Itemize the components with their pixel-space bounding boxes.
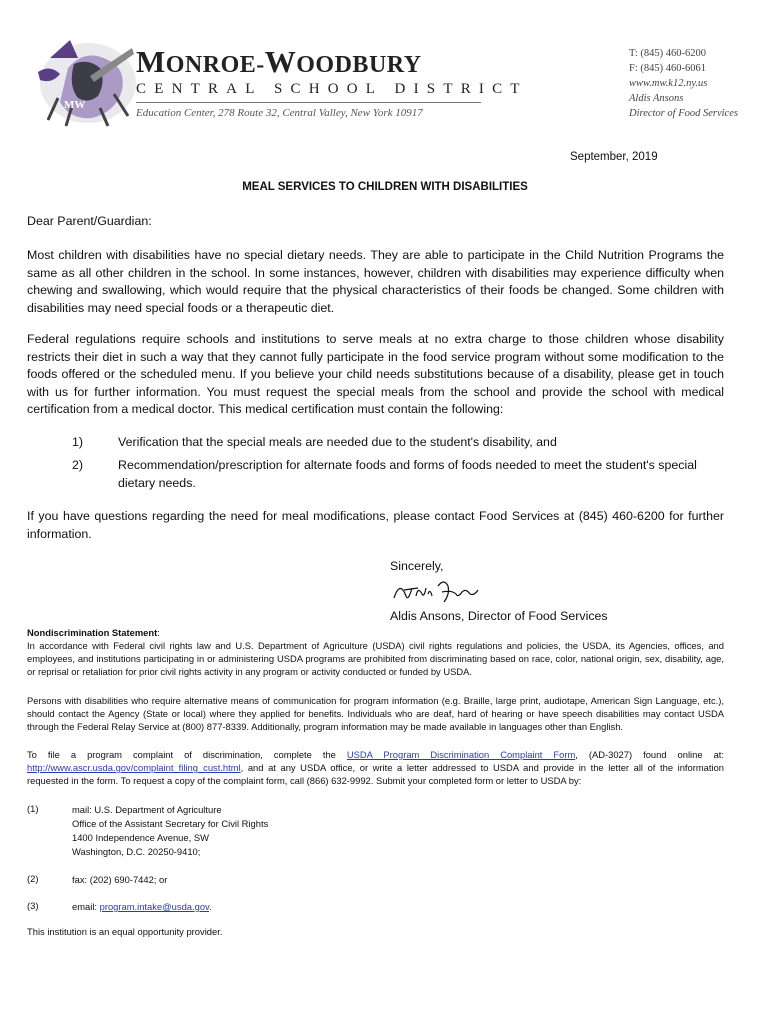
submission-item-number: (1) (27, 803, 39, 814)
logo-initials: MW (64, 99, 86, 111)
address-line: Washington, D.C. 20250-9410; (72, 846, 201, 857)
nondiscrimination-paragraph-3 (27, 748, 724, 788)
district-name-rest-2: OODBURY (296, 52, 422, 78)
email-link[interactable]: program.intake@usda.gov (99, 901, 210, 912)
district-name-initial-2: W (264, 44, 297, 79)
email-line (72, 900, 212, 914)
contact-name: Aldis Ansons (629, 93, 684, 104)
nondiscrimination-title (27, 626, 724, 639)
list-item-number: 1) (72, 435, 84, 449)
submission-item-number: (3) (27, 900, 39, 911)
list-item-text: Verification that the special meals are needed due to the student's disability, and (118, 435, 557, 449)
list-item-text: Recommendation/prescription for alternate foods and forms of foods needed to meet the student's special dietary needs. (118, 458, 697, 490)
district-name-initial-1: M (136, 44, 166, 79)
address-line: 1400 Independence Avenue, SW (72, 832, 209, 843)
complaint-text-b: , (AD-3027) found online at: (575, 749, 724, 760)
closing: Sincerely, (390, 559, 444, 573)
complaint-form-link[interactable]: USDA Program Discrimination Complaint Form (346, 749, 576, 760)
complaint-text-c: , and at any USDA office, or write a letter addressed to USDA and provide in the letter all of the information requested in the form. To request a copy of the complaint form, call (866) 632-9992. Submit your completed form or letter to USDA by: (27, 762, 724, 787)
complaint-url-link[interactable]: http://www.ascr.usda.gov/complaint_filing_cust.html (27, 762, 241, 774)
fax: F: (845) 460-6061 (629, 63, 706, 74)
letterhead-divider (136, 102, 481, 103)
address-line: Office of the Assistant Secretary for Civil Rights (72, 818, 269, 829)
signature-image (390, 576, 480, 606)
paragraph-1: Most children with disabilities have no special dietary needs. They are able to participate in the Child Nutrition Programs the same as all other children in the school. In some instances, however, children with disabilities may experience difficulty when chewing and swallowing, which would require that the physical characteristics of their foods be changed. Some children with disabilities may need special foods or a therapeutic diet. (27, 248, 724, 315)
signer-name: Aldis Ansons, Director of Food Services (390, 609, 608, 623)
equal-opportunity-statement: This institution is an equal opportunity provider. (27, 926, 223, 937)
email-prefix: email: (72, 901, 100, 912)
district-address: Education Center, 278 Route 32, Central Valley, New York 10917 (136, 107, 423, 119)
address-line: mail: U.S. Department of Agriculture (72, 804, 222, 815)
nondiscrimination-paragraph-1: In accordance with Federal civil rights law and U.S. Department of Agriculture (USDA) civil rights regulations and policies, the USDA, its Agencies, offices, and employees, and institutions participating in or administering USDA programs are prohibited from discriminating based on race, color, national origin, sex, disability, age, or reprisal or retaliation for prior civil rights activity in any program or activity conducted or funded by USDA. (27, 640, 724, 678)
letter-subject: MEAL SERVICES TO CHILDREN WITH DISABILITIES (242, 181, 528, 193)
contact-block (629, 46, 738, 121)
fax-line: fax: (202) 690-7442; or (72, 874, 168, 885)
website: www.mw.k12.ny.us (629, 78, 708, 89)
complaint-text-a: To file a program complaint of discrimination, complete the (27, 749, 347, 760)
submission-item-number: (2) (27, 873, 39, 884)
paragraph-2: Federal regulations require schools and institutions to serve meals at no extra charge to those children whose disability restricts their diet in such a way that they cannot fully participate in the food service program without some modification to the foods offered or the scheduled menu. If you believe your child needs substitutions because of a disability, please get in touch with us for further information. You must request the special meals from the school and provide the school with medical certification from a medical doctor. This medical certification must contain the following: (27, 332, 724, 416)
district-subtitle: CENTRAL SCHOOL DISTRICT (136, 81, 528, 97)
district-name-rest-1: ONROE- (165, 52, 265, 78)
letterhead (0, 0, 770, 135)
phone: T: (845) 460-6200 (629, 48, 707, 59)
nondiscrimination-paragraph-2: Persons with disabilities who require alternative means of communication for program information (e.g. Braille, large print, audiotape, American Sign Language, etc.), should contact the Agency (State or local) where they applied for benefits. Individuals who are deaf, hard of hearing or have speech disabilities may contact USDA through the Federal Relay Service at (800) 877-8339. Additionally, program information may be made available in languages other than English. (27, 695, 724, 733)
knight-logo (30, 28, 142, 128)
mail-address (72, 803, 268, 859)
email-suffix: . (209, 901, 212, 912)
nondiscrimination-heading: Nondiscrimination Statement (27, 627, 158, 638)
contact-title: Director of Food Services (629, 108, 738, 119)
list-item-number: 2) (72, 458, 84, 472)
district-name (136, 44, 422, 80)
salutation: Dear Parent/Guardian: (27, 214, 152, 228)
letter-date: September, 2019 (570, 151, 658, 163)
nondiscrimination-colon: : (157, 627, 160, 638)
paragraph-3: If you have questions regarding the need for meal modifications, please contact Food Services at (845) 460-6200 for further information. (27, 509, 724, 541)
